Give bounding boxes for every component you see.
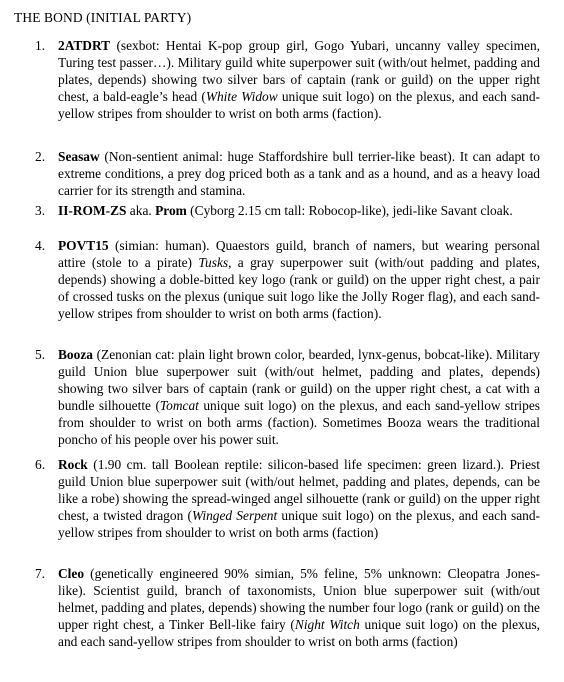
suit-logo-name: Night Witch [294,616,360,632]
character-name: POVT15 [58,238,109,253]
list-item [35,38,540,123]
character-description: (simian: human). Quaestors guild, branch of namers, but wearing personal attire (stole to a pirate) [58,238,540,270]
list-item [35,203,540,220]
list-item [35,347,540,448]
list-item-number: 3. [35,203,46,218]
list-item [35,238,540,323]
character-alias: Prom [155,203,187,218]
character-description: (1.90 cm. tall Boolean reptile: silicon-based life specimen: green lizard.). Priest guild Union blue superpower suit (with/out helmet, padding and plates, depends, can be like a robe) showing the spread-winged angel silhouette (rank or guild) on the upper right chest, a twisted dragon ( [58,457,540,523]
list-item-number: 6. [35,457,46,472]
list-item [35,149,540,200]
alias-prefix: aka. [126,203,156,218]
suit-logo-name: White Widow [205,88,278,104]
character-name: Rock [58,457,88,472]
suit-logo-name: Tusks [198,254,229,270]
document-title: THE BOND (INITIAL PARTY) [14,10,192,25]
character-description: (Zenonian cat: plain light brown color, bearded, lynx-genus, bobcat-like). Military guild Union blue superpower suit (with/out helmet, padding and plates, depends) showing two silver bars of captain (rank or guild) on the upper right chest, a cat with a bundle silhouette ( [58,347,540,413]
list-item [35,457,541,542]
character-description: (sexbot: Hentai K-pop group girl, Gogo Yubari, uncanny valley specimen, Turing test passer…). Military guild white superpower suit (with/out helmet, padding and plates, depends) showing two silver bars of captain (rank or guild) on the upper right chest, a bald-eagle’s head ( [58,38,540,104]
list-item-number: 1. [35,38,46,53]
character-name: II-ROM-ZS [58,203,127,218]
character-description-end: unique suit logo) on the plexus, and each sand-yellow stripes from shoulder to wrist on both arms (faction). Sometimes Booza wears the traditional poncho of his people over his power suit. [58,397,540,447]
suit-logo-name: Tomcat [159,397,199,413]
list-item-number: 4. [35,238,46,253]
character-name: 2ATDRT [58,38,111,53]
character-name: Cleo [58,566,85,581]
character-description-end: unique suit logo) on the plexus, and each sand-yellow stripes from shoulder to wrist on both arms (faction) [58,507,541,540]
character-description-end: unique suit logo) on the plexus, and each sand-yellow stripes from shoulder to wrist on both arms (faction) [58,616,540,649]
character-description-end: , a gray superpower suit (with/out padding and plates, depends) showing a doble-bitted key logo (rank or guild) on the upper right chest, a pair of crossed tusks on the plexus (unique suit logo like the Jolly Roger flag), and each sand-yellow stripes from shoulder to wrist on both arms (faction). [58,254,540,321]
list-item-number: 7. [35,566,46,581]
character-description: (genetically engineered 90% simian, 5% feline, 5% unknown: Cleopatra Jones-like). Scientist guild, branch of taxonomists, Union blue superpower suit (with/out helmet, padding and plates, depends) showing the number four logo (rank or guild) on the upper right chest, a Tinker Bell-like fairy ( [58,566,540,632]
list-item-number: 5. [35,347,46,362]
character-name: Seasaw [58,149,100,164]
character-description: (Non-sentient animal: huge Staffordshire bull terrier-like beast). It can adapt to extreme conditions, a prey dog priced both as a tank and as a hound, and as a heavy load carrier for its strength and stamina. [58,149,540,198]
list-item-number: 2. [35,149,46,164]
character-description-end: unique suit logo) on the plexus, and each sand-yellow stripes from shoulder to wrist on both arms (faction). [58,88,540,121]
suit-logo-name: Winged Serpent [191,507,278,523]
list-item [35,566,540,651]
character-description: (Cyborg 2.15 cm tall: Robocop-like), jedi-like Savant cloak. [186,203,513,218]
character-name: Booza [58,347,93,362]
